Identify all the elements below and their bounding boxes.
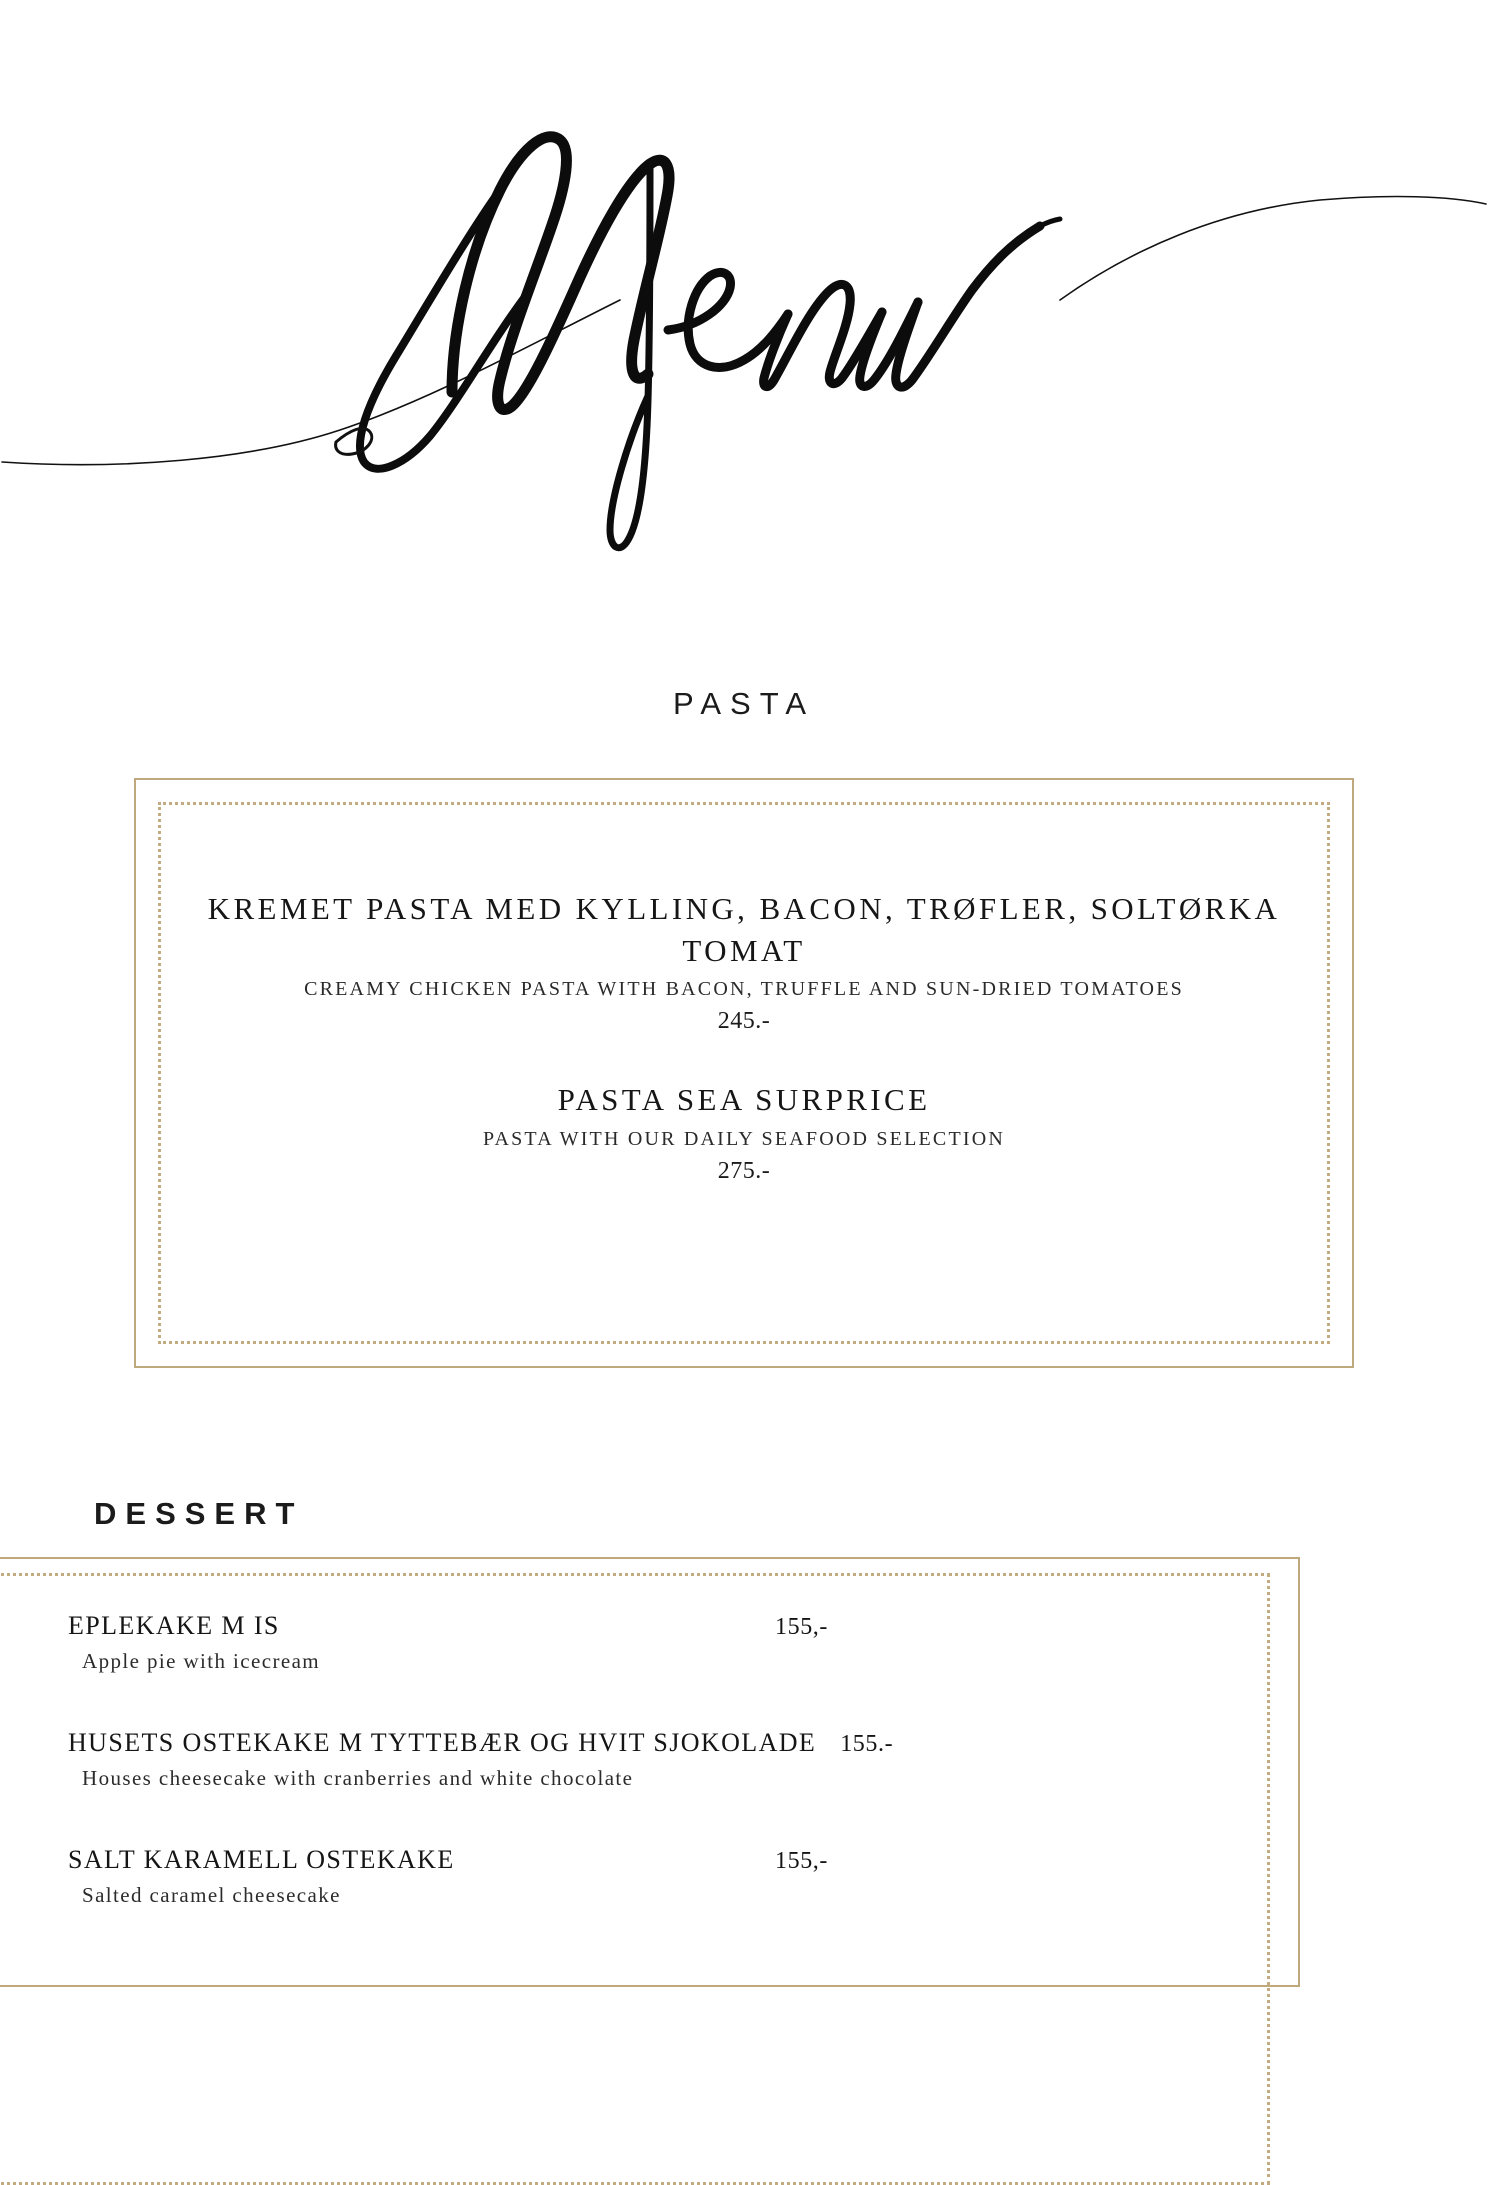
pasta-item <box>196 888 1292 1036</box>
pasta-item-price: 275.- <box>717 1158 771 1185</box>
pasta-frame <box>134 778 1354 1368</box>
pasta-item <box>196 1079 1292 1185</box>
dessert-item-description: Apple pie with icecream <box>82 1649 321 1674</box>
dessert-section <box>0 1470 1488 1987</box>
dessert-item <box>68 1728 894 1791</box>
dessert-item-name: HUSETS OSTEKAKE M TYTTEBÆR OG HVIT SJOKOLADE <box>68 1728 817 1758</box>
dessert-item-price: 155.- <box>840 1731 894 1758</box>
pasta-item-description: CREAMY CHICKEN PASTA WITH BACON, TRUFFLE AND SUN-DRIED TOMATOES <box>304 978 1184 1001</box>
pasta-item-price: 245.- <box>717 1008 771 1035</box>
menu-script-logo <box>0 0 1488 570</box>
dessert-item-row <box>68 1728 894 1758</box>
dessert-frame <box>0 1557 1300 1987</box>
dessert-item <box>68 1845 828 1908</box>
pasta-items <box>196 888 1292 1186</box>
dessert-heading: DESSERT <box>94 1495 304 1531</box>
dessert-item-name: EPLEKAKE M IS <box>68 1611 280 1641</box>
dessert-items <box>68 1611 894 1908</box>
dessert-item-row <box>68 1845 828 1875</box>
pasta-item-name: KREMET PASTA MED KYLLING, BACON, TRØFLER, SOLTØRKA TOMAT <box>207 890 1281 968</box>
pasta-section <box>0 660 1488 1368</box>
pasta-item-name: PASTA SEA SURPRICE <box>557 1082 931 1118</box>
dessert-item-description: Houses cheesecake with cranberries and white chocolate <box>82 1766 634 1791</box>
dessert-item <box>68 1611 828 1674</box>
pasta-heading: PASTA <box>672 685 816 721</box>
dessert-item-row <box>68 1611 828 1641</box>
pasta-item-description: PASTA WITH OUR DAILY SEAFOOD SELECTION <box>482 1128 1006 1151</box>
dessert-item-price: 155,- <box>775 1848 828 1875</box>
dessert-item-description: Salted caramel cheesecake <box>82 1883 341 1908</box>
menu-header <box>0 0 1488 570</box>
dessert-item-name: SALT KARAMELL OSTEKAKE <box>68 1845 455 1875</box>
dessert-item-price: 155,- <box>775 1614 828 1641</box>
